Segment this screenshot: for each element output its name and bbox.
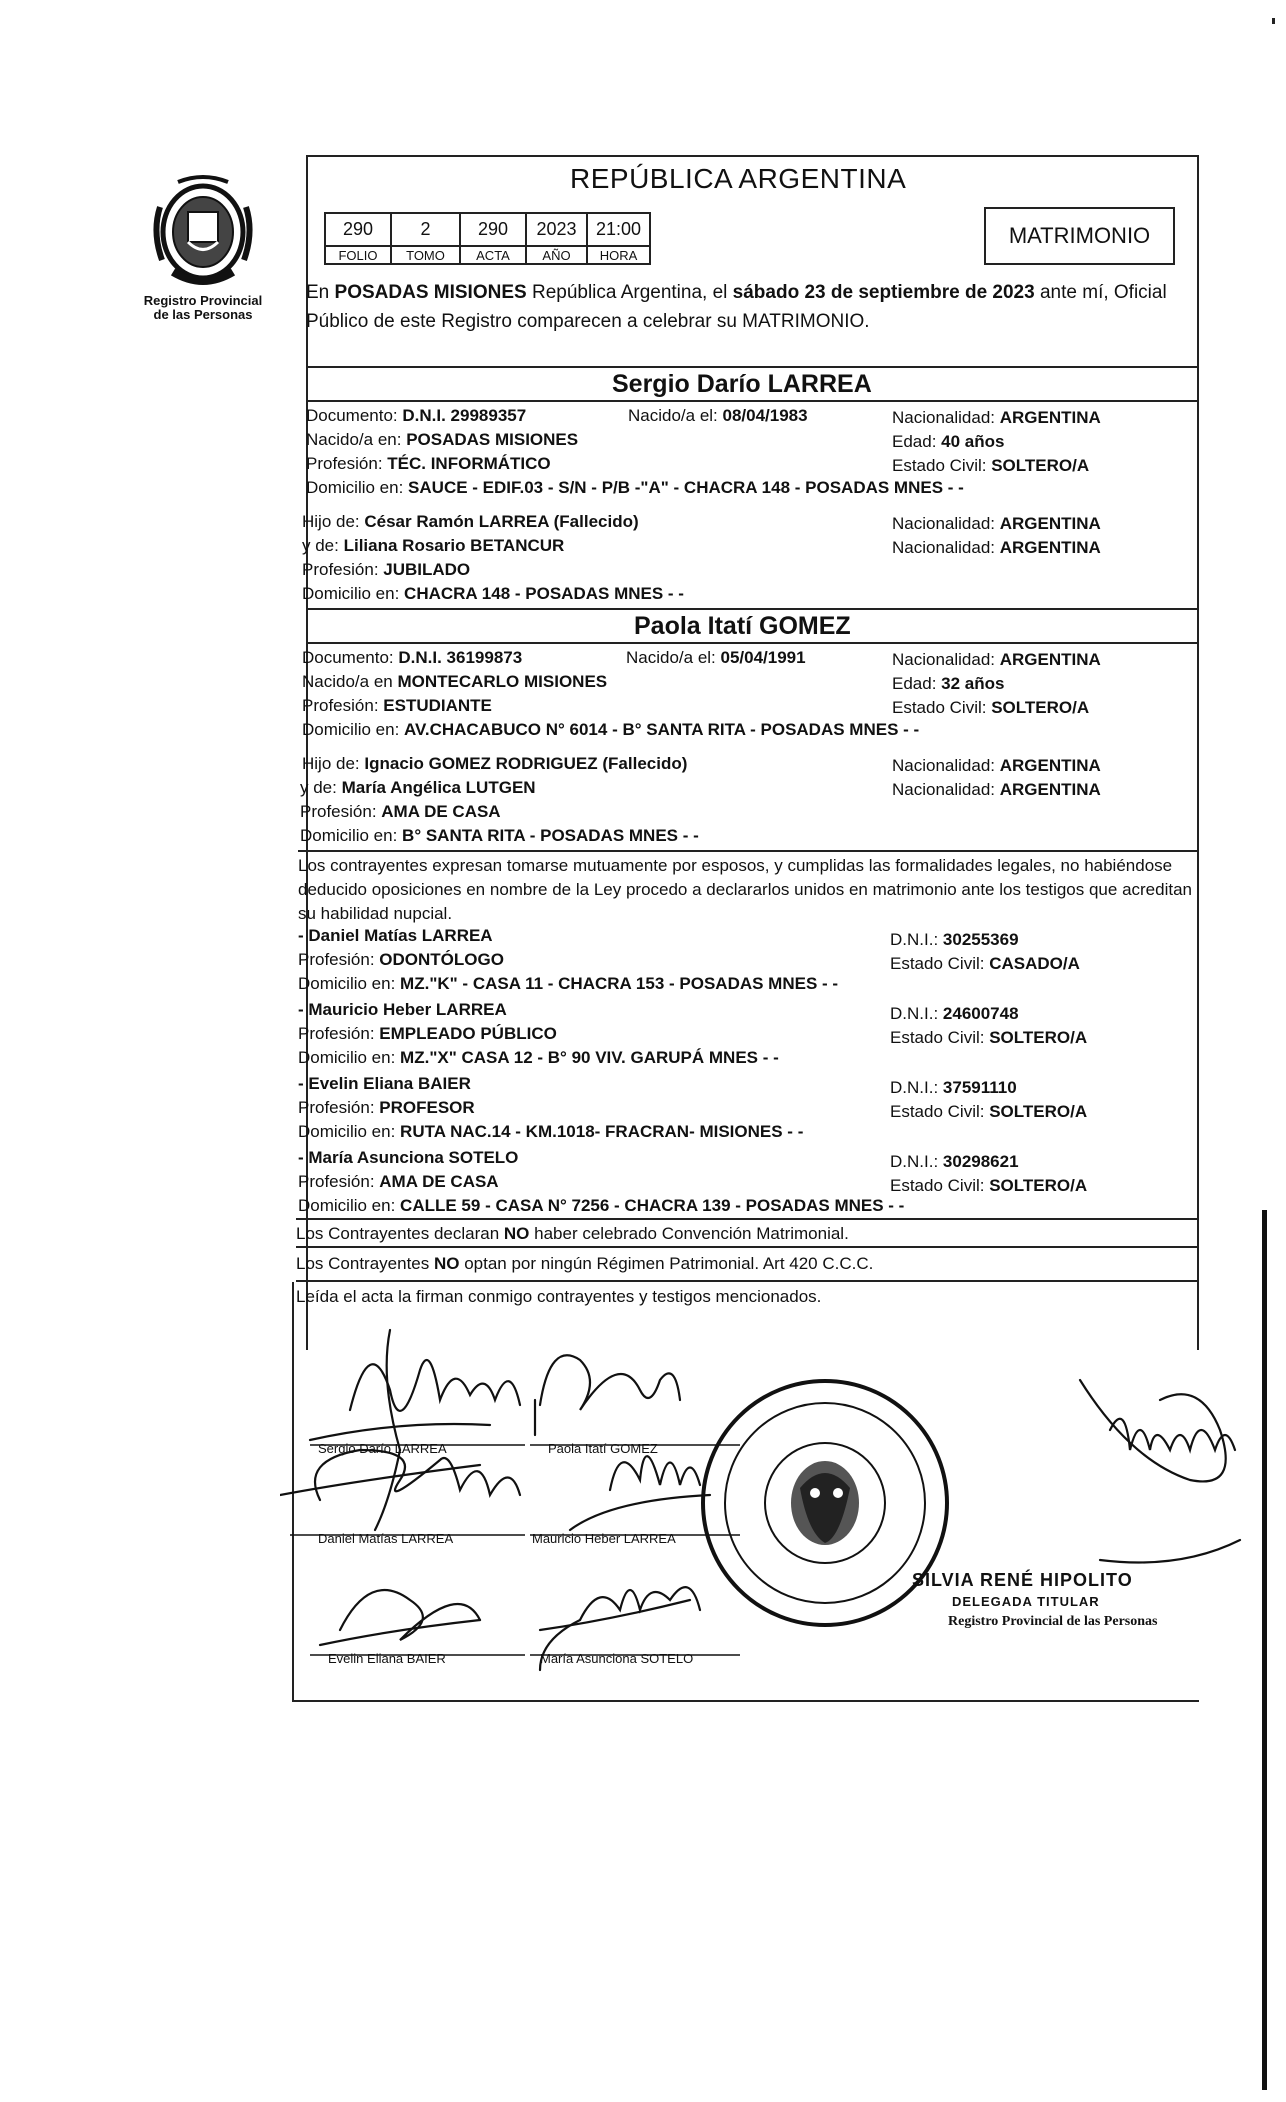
witness-2-signature-label: Mauricio Heber LARREA — [532, 1531, 676, 1546]
divider — [296, 1246, 1199, 1248]
intro-paragraph: En POSADAS MISIONES República Argentina, el sábado 23 de septiembre de 2023 ante mí, Oficial Público de este Registro comparecen a celebrar su MATRIMONIO. — [306, 282, 1167, 332]
groom-civil-status: Estado Civil: SOLTERO/A — [892, 456, 1090, 475]
tomo-label: TOMO — [391, 246, 460, 264]
witness-2-address: Domicilio en: MZ."X" CASA 12 - B° 90 VIV. GARUPÁ MNES - - — [298, 1048, 779, 1067]
hora-label: HORA — [587, 246, 650, 264]
witness-3-address: Domicilio en: RUTA NAC.14 - KM.1018- FRACRAN- MISIONES - - — [298, 1122, 804, 1141]
bride-birthdate: Nacido/a el: 05/04/1991 — [626, 648, 806, 667]
bride-civil-status: Estado Civil: SOLTERO/A — [892, 698, 1090, 717]
divider — [306, 608, 1199, 610]
witness-4-address: Domicilio en: CALLE 59 - CASA N° 7256 - CHACRA 139 - POSADAS MNES - - — [298, 1196, 905, 1215]
declaration-paragraph: Los contrayentes expresan tomarse mutuamente por esposos, y cumplidas las formalidades legales, no habiéndose deducido oposiciones en nombre de la Ley procedo a declararlos unidos en matrimonio ante los testigos que acreditan su habilidad nupcial. — [298, 856, 1193, 923]
logo-caption-line1: Registro Provincial — [143, 293, 263, 308]
groom-document: Documento: D.N.I. 29989357 — [306, 406, 527, 425]
divider — [306, 366, 1199, 368]
groom-father-nationality: Nacionalidad: ARGENTINA — [892, 514, 1101, 533]
regime-statement: Los Contrayentes NO optan por ningún Régimen Patrimonial. Art 420 C.C.C. — [296, 1254, 874, 1273]
document-type-box: MATRIMONIO — [984, 207, 1175, 265]
official-name: SILVIA RENÉ HIPOLITO — [912, 1570, 1133, 1590]
coat-of-arms-icon — [148, 172, 258, 292]
witness-3-profession: Profesión: PROFESOR — [298, 1098, 475, 1117]
hora-value: 21:00 — [587, 213, 650, 246]
bride-parents-address: Domicilio en: B° SANTA RITA - POSADAS MNES - - — [300, 826, 699, 845]
bride-profession: Profesión: ESTUDIANTE — [302, 696, 492, 715]
witness-4-dni: D.N.I.: 30298621 — [890, 1152, 1019, 1171]
bride-mother-nationality: Nacionalidad: ARGENTINA — [892, 780, 1101, 799]
scan-edge-bar — [1262, 1210, 1267, 2090]
witness-1-profession: Profesión: ODONTÓLOGO — [298, 950, 504, 969]
witness-1-signature-label: Daniel Matías LARREA — [318, 1531, 454, 1546]
bride-age: Edad: 32 años — [892, 674, 1005, 693]
witness-1-civil-status: Estado Civil: CASADO/A — [890, 954, 1080, 973]
groom-nationality: Nacionalidad: ARGENTINA — [892, 408, 1101, 427]
witness-2-name: - Mauricio Heber LARREA — [298, 1000, 507, 1019]
groom-parents-profession: Profesión: JUBILADO — [302, 560, 471, 579]
groom-birthdate: Nacido/a el: 08/04/1983 — [628, 406, 808, 425]
anio-label: AÑO — [526, 246, 587, 264]
bride-birthplace: Nacido/a en MONTECARLO MISIONES — [302, 672, 608, 691]
bride-mother: y de: María Angélica LUTGEN — [300, 778, 536, 797]
registry-logo — [128, 172, 278, 322]
bride-name: Paola Itatí GOMEZ — [634, 612, 851, 640]
divider — [306, 400, 1199, 402]
groom-signature-label: Sergio Darío LARREA — [318, 1441, 447, 1456]
witness-2-dni: D.N.I.: 24600748 — [890, 1004, 1019, 1023]
witness-2-civil-status: Estado Civil: SOLTERO/A — [890, 1028, 1088, 1047]
page-title: REPÚBLICA ARGENTINA — [570, 163, 907, 194]
divider — [296, 1280, 1199, 1282]
acta-value: 290 — [460, 213, 526, 246]
groom-birthplace: Nacido/a en: POSADAS MISIONES — [306, 430, 579, 449]
witness-1-dni: D.N.I.: 30255369 — [890, 930, 1019, 949]
scan-mark — [1272, 18, 1275, 24]
official-role: DELEGADA TITULAR — [952, 1594, 1100, 1609]
folio-label: FOLIO — [325, 246, 391, 264]
groom-profession: Profesión: TÉC. INFORMÁTICO — [306, 454, 551, 473]
reading-statement: Leída el acta la firman conmigo contrayentes y testigos mencionados. — [296, 1287, 822, 1306]
bride-father-nationality: Nacionalidad: ARGENTINA — [892, 756, 1101, 775]
witness-3-civil-status: Estado Civil: SOLTERO/A — [890, 1102, 1088, 1121]
witness-4-civil-status: Estado Civil: SOLTERO/A — [890, 1176, 1088, 1195]
witness-4-profession: Profesión: AMA DE CASA — [298, 1172, 499, 1191]
acta-table — [324, 212, 651, 265]
intro-date: sábado 23 de septiembre de 2023 — [732, 282, 1035, 303]
acta-label: ACTA — [460, 246, 526, 264]
witness-3-dni: D.N.I.: 37591110 — [890, 1078, 1017, 1097]
witness-4-signature-label: María Asunciona SOTELO — [540, 1651, 694, 1666]
official-office: Registro Provincial de las Personas — [948, 1614, 1158, 1629]
bride-signature-label: Paola Itatí GOMEZ — [548, 1441, 658, 1456]
witness-3-signature-label: Evelin Eliana BAIER — [328, 1651, 446, 1666]
groom-parents-address: Domicilio en: CHACRA 148 - POSADAS MNES - - — [302, 584, 684, 603]
witness-4-name: - María Asunciona SOTELO — [298, 1148, 519, 1167]
convention-statement: Los Contrayentes declaran NO haber celebrado Convención Matrimonial. — [296, 1224, 849, 1243]
groom-name: Sergio Darío LARREA — [612, 370, 872, 398]
logo-caption-line2: de las Personas — [153, 307, 253, 322]
anio-value: 2023 — [526, 213, 587, 246]
witness-1-address: Domicilio en: MZ."K" - CASA 11 - CHACRA 153 - POSADAS MNES - - — [298, 974, 839, 993]
folio-value: 290 — [325, 213, 391, 246]
bride-address: Domicilio en: AV.CHACABUCO N° 6014 - B° SANTA RITA - POSADAS MNES - - — [302, 720, 920, 739]
bride-nationality: Nacionalidad: ARGENTINA — [892, 650, 1101, 669]
witness-3-name: - Evelin Eliana BAIER — [298, 1074, 471, 1093]
tomo-value: 2 — [391, 213, 460, 246]
witness-1-name: - Daniel Matías LARREA — [298, 926, 493, 945]
groom-mother: y de: Liliana Rosario BETANCUR — [302, 536, 565, 555]
groom-father: Hijo de: César Ramón LARREA (Fallecido) — [302, 512, 639, 531]
groom-mother-nationality: Nacionalidad: ARGENTINA — [892, 538, 1101, 557]
bride-father: Hijo de: Ignacio GOMEZ RODRIGUEZ (Fallecido) — [302, 754, 688, 773]
official-seal-icon — [690, 1368, 960, 1638]
divider — [306, 642, 1199, 644]
groom-age: Edad: 40 años — [892, 432, 1005, 451]
divider — [296, 1218, 1199, 1220]
divider — [298, 850, 1199, 852]
groom-address: Domicilio en: SAUCE - EDIF.03 - S/N - P/B -"A" - CHACRA 148 - POSADAS MNES - - — [306, 478, 964, 497]
intro-place: POSADAS MISIONES — [334, 282, 527, 303]
bride-document: Documento: D.N.I. 36199873 — [302, 648, 523, 667]
bride-parents-profession: Profesión: AMA DE CASA — [300, 802, 501, 821]
witness-2-profession: Profesión: EMPLEADO PÚBLICO — [298, 1024, 557, 1043]
